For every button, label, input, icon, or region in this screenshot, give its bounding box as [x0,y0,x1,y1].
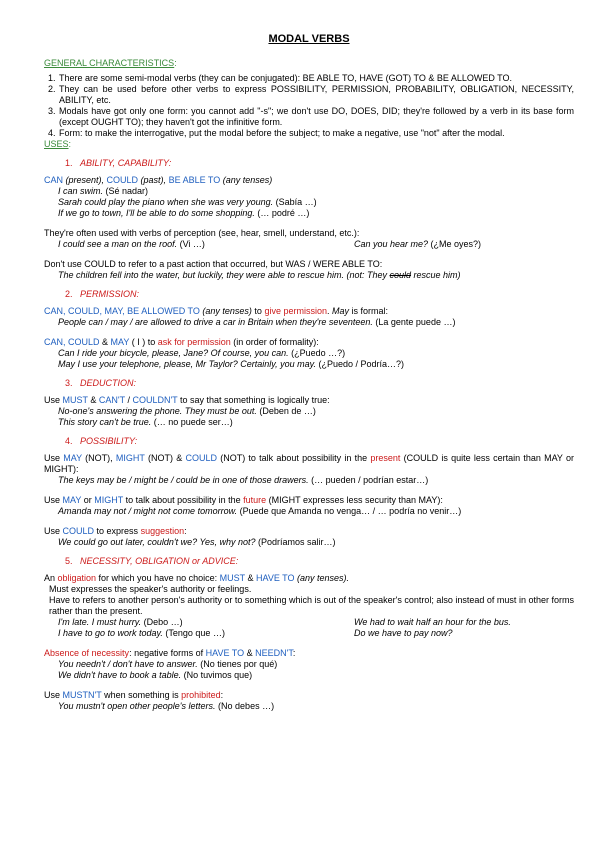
example-line: People can / may / are allowed to drive a car in Britain when they're seventeen. (La gente puede …) [58,317,456,327]
example-line: I could see a man on the roof. (Vi …) Can you hear me? (¿Me oyes?) [58,239,482,249]
past-rule: Don't use COULD to refer to a past action that occurred, but WAS / WERE ABLE TO: [44,259,383,269]
example-line: May I use your telephone, please, Mr Taylor? Certainly, you may. (¿Puedo / Podría…?) [58,359,405,369]
example-line: You mustn't open other people's letters. (No debes …) [58,701,275,711]
example-line: We could go out later, couldn't we? Yes, why not? (Podríamos salir…) [58,537,336,547]
example-line: This story can't be true. (… no puede ser…) [58,417,233,427]
future-possibility-rule: Use MAY or MIGHT to talk about possibility in the future (MIGHT expresses less security than MAY): [44,495,443,505]
section-heading-deduction: 3. DEDUCTION: [65,378,136,388]
section-heading-ability: 1. ABILITY, CAPABILITY: [65,158,172,168]
ability-intro: CAN (present), COULD (past), BE ABLE TO (any tenses) [44,175,273,185]
section-heading-permission: 2. PERMISSION: [65,289,140,299]
section-heading-possibility: 4. POSSIBILITY: [65,436,138,446]
list-item: 2. They can be used before other verbs to express POSSIBILITY, PERMISSION, PROBABILITY, OBLIGATION, NECESSITY, ABILITY, etc. [58,84,574,106]
example-line: I have to go to work today. (Tengo que …) Do we have to pay now? [58,628,453,638]
example-line: No-one's answering the phone. They must be out. (Deben de …) [58,406,316,416]
perception-note: They're often used with verbs of perception (see, hear, smell, understand, etc.): [44,228,360,238]
uses-heading: USES [44,139,69,149]
general-list [44,73,574,139]
example-line: The children fell into the water, but luckily, they were able to rescue him. (not: They could rescue him) [58,270,461,280]
document-page [44,34,574,712]
example-line: Sarah could play the piano when she was very young. (Sabía …) [58,197,317,207]
list-item: 4. Form: to make the interrogative, put the modal before the subject; to make a negative, use "not" after the modal. [58,128,574,139]
list-item: 1. There are some semi-modal verbs (they can be conjugated): BE ABLE TO, HAVE (GOT) TO & BE ALLOWED TO. [58,73,574,84]
deduction-rule: Use MUST & CAN'T / COULDN'T to say that something is logically true: [44,395,330,405]
example-line: I can swim. (Sé nadar) [58,186,149,196]
suggestion-rule: Use COULD to express suggestion: [44,526,187,536]
general-heading-colon: : [174,58,177,68]
ask-permission-rule: CAN, COULD & MAY ( I ) to ask for permission (in order of formality): [44,337,319,347]
page-title: MODAL VERBS [268,33,350,45]
example-line: Amanda may not / might not come tomorrow. (Puede que Amanda no venga… / … podría no venir…) [58,506,462,516]
prohibition-rule: Use MUSTN'T when something is prohibited: [44,690,224,700]
example-line: Can I ride your bicycle, please, Jane? Of course, you can. (¿Puedo …?) [58,348,346,358]
example-line: I'm late. I must hurry. (Debo …) We had to wait half an hour for the bus. [58,617,511,627]
example-line: We didn't have to book a table. (No tuvimos que) [58,670,253,680]
example-line: The keys may be / might be / could be in one of those drawers. (… pueden / podrían estar…) [58,475,429,485]
absence-necessity-rule: Absence of necessity: negative forms of HAVE TO & NEEDN'T: [44,648,296,658]
obligation-rule: An obligation for which you have no choice: MUST & HAVE TO (any tenses). [44,573,350,583]
example-line: If we go to town, I'll be able to do some shopping. (… podré …) [58,208,310,218]
must-note: Must expresses the speaker's authority or feelings. [49,584,252,594]
have-to-note: Have to refers to another person's authority or to something which is out of the speaker's control; also instead of must in other forms rather than the present. [49,595,574,616]
possibility-rule: Use MAY (NOT), MIGHT (NOT) & COULD (NOT) to talk about possibility in the present (COULD is quite less certain than MAY or MIGHT): [44,453,575,474]
uses-heading-colon: : [68,139,72,149]
section-heading-necessity: 5. NECESSITY, OBLIGATION or ADVICE: [65,556,239,566]
permission-rule: CAN, COULD, MAY, BE ALLOWED TO (any tenses) to give permission. May is formal: [44,306,389,316]
list-item: 3. Modals have got only one form: you cannot add "-s"; we don't use DO, DOES, DID; they're followed by a verb in its base form (except OUGHT TO); they haven't got the infinitive form. [58,106,574,128]
general-heading: GENERAL CHARACTERISTICS [44,58,175,68]
general-section [44,58,574,139]
example-line: You needn't / don't have to answer. (No tienes por qué) [58,659,278,669]
